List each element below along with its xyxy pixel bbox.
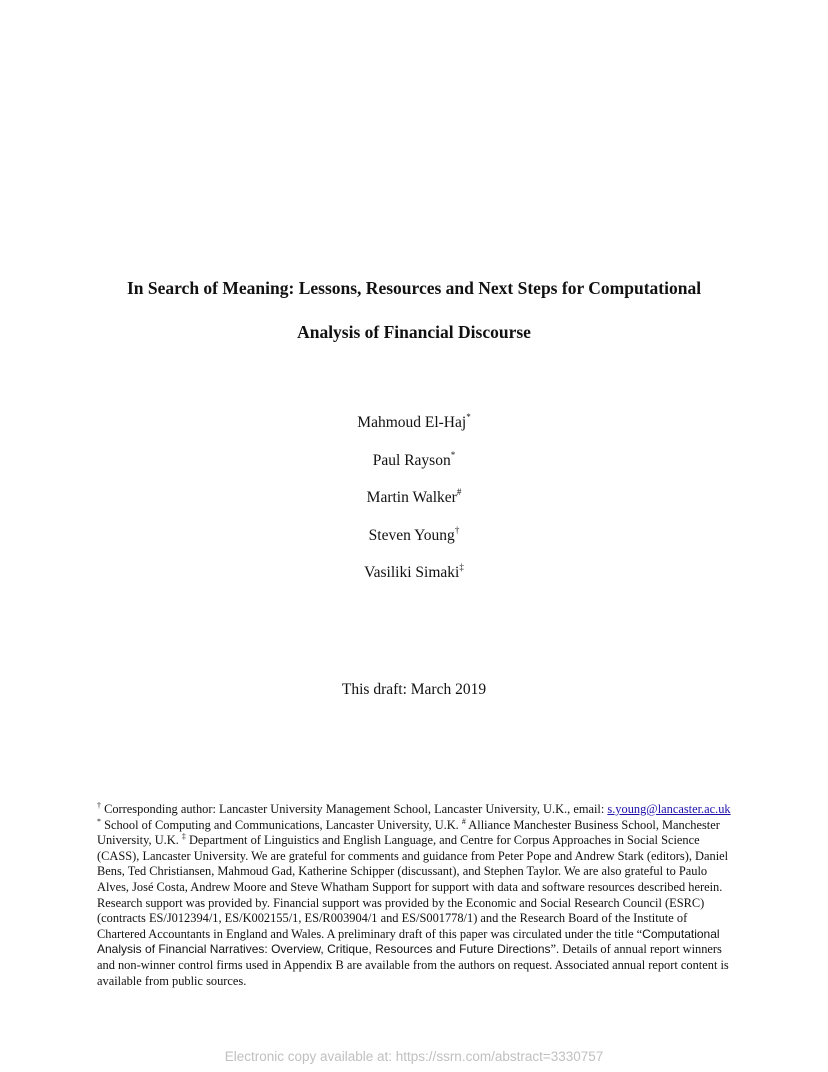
author-name: Martin Walker [366, 489, 457, 506]
preliminary-title: Computational Analysis of Financial Narratives: Overview, Critique, Resources and Future Directions [97, 926, 720, 957]
author-4 [0, 526, 828, 546]
author-name: Paul Rayson [372, 452, 451, 469]
title-line-1: In Search of Meaning: Lessons, Resources and Next Steps for Computational [126, 278, 702, 298]
footnote-text: Department of Linguistics and English Language, and Centre for Corpus Approaches in Social Science (CASS), Lancaster University. We are grateful for comments and guidance from Peter Pope and Andrew Stark (editors), Daniel Bens, Ted Christiansen, Mahmoud Gad, Katherine Schipper (discussant), and Stephen Taylor. We are also grateful to Paulo Alves, José Costa, Andrew Moore and Steve Whatham Support for support with data and software resources described herein. Research support was provided by. Financial support was provided by the Economic and Social Research Council (ESRC) (contracts ES/J012394/1, ES/K002155/1, ES/R003904/1 and ES/S001778/1) and the Research Board of the Institute of Chartered Accountants in England and Wales. A preliminary draft of this paper was circulated under the title “ [97, 833, 729, 941]
author-affiliation-mark: * [466, 412, 471, 422]
author-name: Mahmoud El-Haj [357, 414, 467, 431]
footnote-text: ”. Details of annual report winners and non-winner control firms used in Appendix B are available from the authors on request. Associated annual report content is available from public sources. [97, 942, 729, 988]
email-link[interactable]: s.young@lancaster.ac.uk [607, 802, 731, 816]
footnote-text: School of Computing and Communications, Lancaster University, U.K. [101, 817, 462, 832]
footnote-mark: # [461, 816, 466, 826]
author-affiliation-mark: * [450, 450, 456, 460]
author-affiliation-mark: # [456, 487, 462, 497]
author-5 [0, 563, 828, 583]
author-1 [0, 413, 828, 433]
footnote [97, 802, 737, 989]
author-affiliation-mark: † [454, 525, 460, 535]
paper-title [60, 266, 768, 354]
author-affiliation-mark: ‡ [459, 562, 464, 572]
author-3 [0, 488, 828, 508]
title-line-2: Analysis of Financial Discourse [297, 322, 531, 342]
author-2 [0, 451, 828, 471]
author-name: Vasiliki Simaki [364, 564, 460, 581]
ssrn-footer: Electronic copy available at: https://ssrn.com/abstract=3330757 [224, 1049, 604, 1064]
draft-date: This draft: March 2019 [341, 681, 487, 698]
footnote-mark: ‡ [181, 832, 186, 842]
footnote-mark: † [97, 801, 101, 810]
footnote-mark: * [97, 816, 101, 826]
author-name: Steven Young [368, 527, 455, 544]
footnote-text: Alliance Manchester Business School, Manchester University, U.K. [97, 817, 720, 848]
footnote-text: Corresponding author: Lancaster University Management School, Lancaster University, U.K., email: [101, 802, 608, 816]
